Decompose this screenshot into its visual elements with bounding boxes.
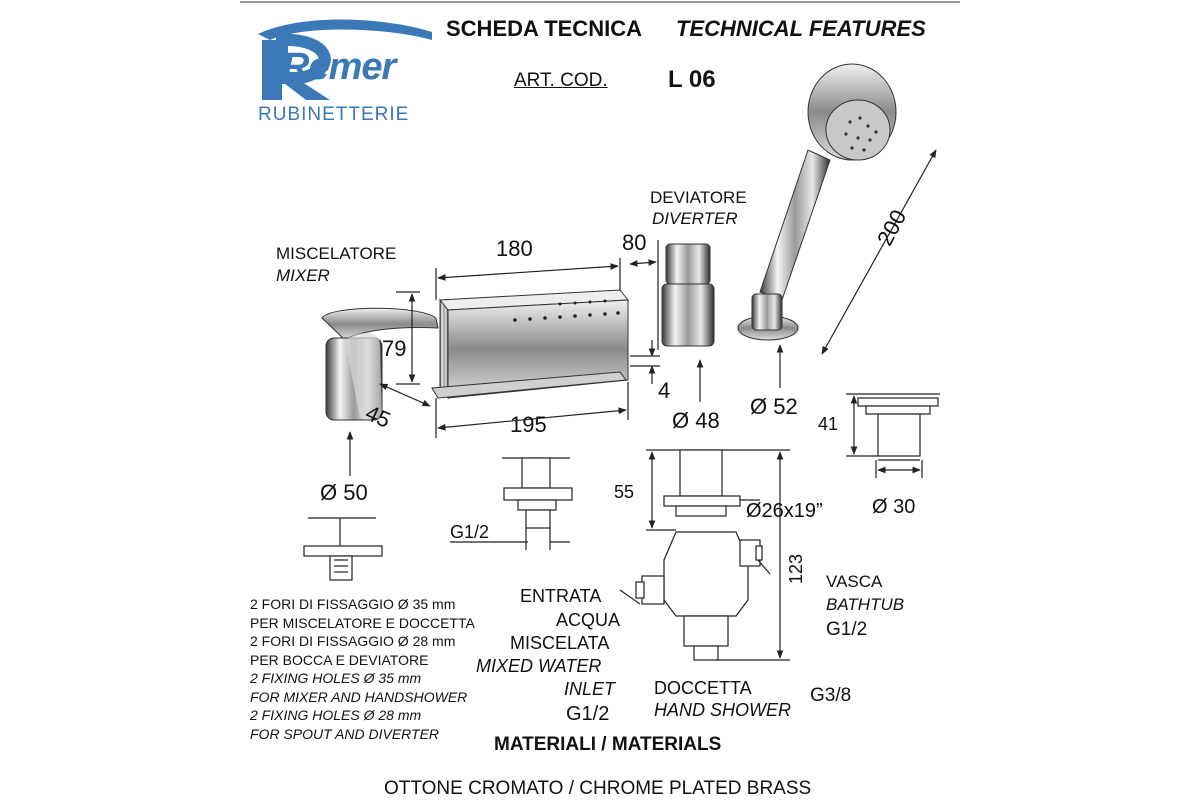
bathtub-label-en: BATHTUB (826, 595, 905, 614)
bathtub-label-it: VASCA (826, 572, 883, 591)
diverter-label-en: DIVERTER (652, 209, 738, 228)
note-line-4: PER BOCCA E DEVIATORE (250, 652, 429, 668)
note-line-2: PER MISCELATORE E DOCCETTA (250, 615, 475, 631)
mixer-base-profile (304, 518, 382, 580)
title-italian: SCHEDA TECNICA (446, 16, 642, 41)
shower-label-en: HAND SHOWER (654, 700, 792, 720)
materials-heading: MATERIALI / MATERIALS (494, 734, 722, 755)
hand-shower-drawing (738, 64, 896, 340)
inlet-thread: G1/2 (566, 703, 610, 725)
mixer-label-it: MISCELATORE (276, 244, 397, 263)
inlet-label-it-3: MISCELATA (510, 633, 610, 653)
logo-brand: Remer (282, 46, 396, 88)
title-english: TECHNICAL FEATURES (676, 16, 926, 41)
dim-mixer-angle: 45 (361, 400, 395, 433)
bathtub-thread: G1/2 (826, 619, 868, 640)
dim-drain-height: 41 (818, 414, 839, 434)
dim-shower-dia: Ø 52 (750, 394, 798, 419)
shower-label-it: DOCCETTA (654, 678, 752, 698)
dim-diverter-dia: Ø 48 (672, 408, 720, 433)
materials-value: OTTONE CROMATO / CHROME PLATED BRASS (384, 778, 812, 799)
inlet-label-it-2: ACQUA (556, 610, 621, 630)
dim-spout-thread: G1/2 (450, 522, 490, 542)
logo-subtitle: RUBINETTERIE (258, 104, 410, 125)
dim-valve-body: 123 (786, 553, 806, 584)
inlet-label-en-1: MIXED WATER (476, 656, 602, 676)
note-line-6: FOR MIXER AND HANDSHOWER (250, 689, 468, 705)
dim-spout-length: 180 (496, 236, 533, 261)
art-code-label: ART. COD. (514, 70, 608, 91)
note-line-3: 2 FORI DI FISSAGGIO Ø 28 mm (250, 633, 456, 649)
note-line-8: FOR SPOUT AND DIVERTER (250, 726, 440, 742)
inlet-label-en-2: INLET (564, 679, 616, 699)
spout-drawing (432, 290, 628, 398)
dim-valve-height: 55 (614, 482, 635, 502)
drain-profile (846, 394, 940, 478)
mixer-label-en: MIXER (276, 266, 330, 285)
note-line-5: 2 FIXING HOLES Ø 35 mm (250, 670, 422, 686)
note-line-1: 2 FORI DI FISSAGGIO Ø 35 mm (250, 596, 456, 612)
dimension-lines (350, 150, 936, 476)
art-code-value: L 06 (668, 66, 716, 93)
diverter-label-it: DEVIATORE (650, 188, 747, 207)
dim-valve-thread: Ø26x19” (746, 500, 823, 522)
diverter-drawing (662, 244, 714, 346)
note-line-7: 2 FIXING HOLES Ø 28 mm (250, 707, 422, 723)
dim-drain-dia: Ø 30 (872, 496, 916, 518)
dim-gap: 4 (658, 378, 671, 403)
dim-diverter-width: 80 (622, 230, 647, 255)
shower-thread: G3/8 (810, 685, 852, 706)
dim-base-length: 195 (510, 412, 547, 437)
inlet-label-it-1: ENTRATA (520, 586, 602, 606)
dim-mixer-height: 79 (382, 336, 407, 361)
dim-mixer-dia: Ø 50 (320, 480, 368, 505)
dim-hose-length: 200 (872, 205, 912, 250)
valve-profile (636, 450, 790, 660)
